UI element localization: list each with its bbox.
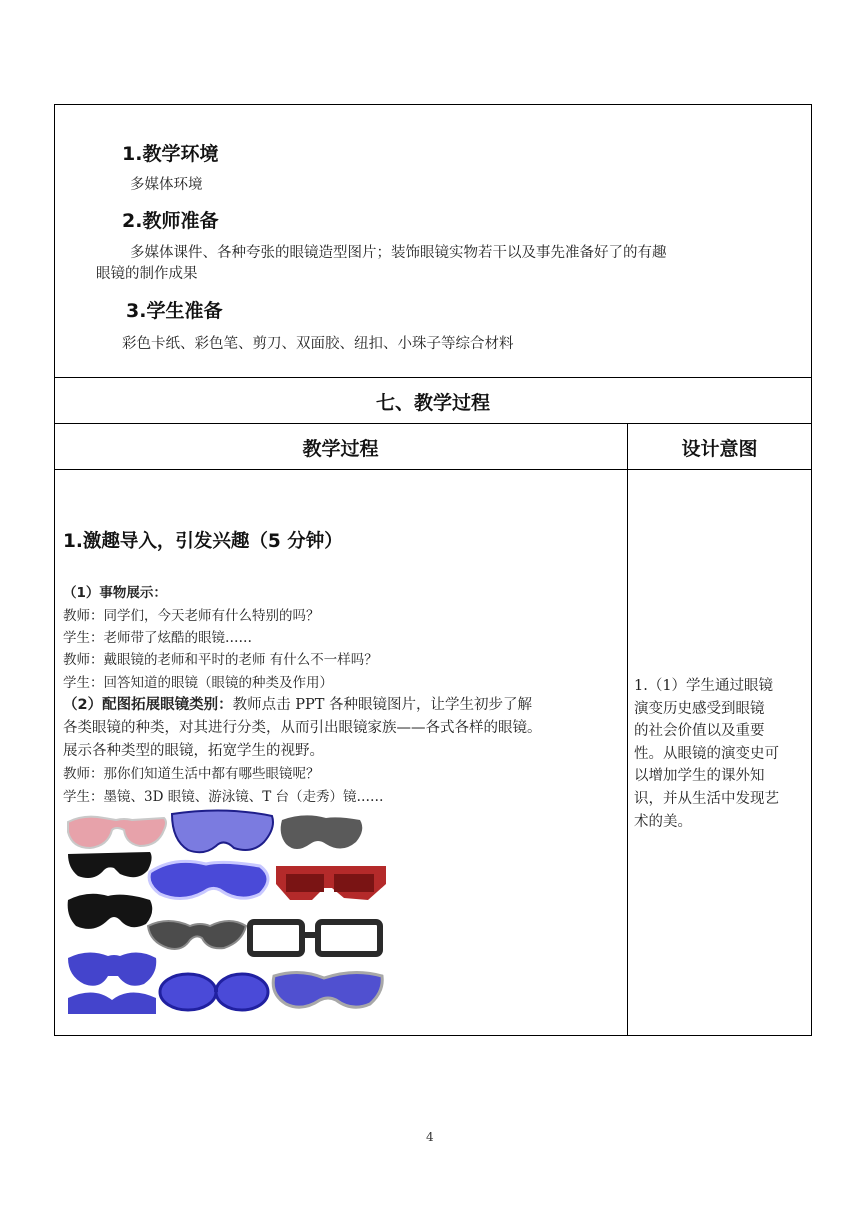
student-heading: 3.学生准备 [126,300,223,322]
lesson-subheading [63,582,167,604]
black-wayfarer-glasses [68,852,152,878]
column-divider [627,423,628,1036]
intent-line: 性。从眼镜的演变史可 [634,745,779,762]
blue-sport-glasses [273,972,382,1007]
intent-line: 术的美。 [634,813,692,830]
intent-line: 1.（1）学生通过眼镜 [634,678,774,694]
dialogue-line: 学生：回答知道的眼镜（眼镜的种类及作用） [63,675,333,691]
sub2-text: 教师点击 PPT 各种眼镜图片，让学生初步了解 [232,697,532,713]
lesson-paragraph: 展示各种类型的眼镜，拓宽学生的视野。 [63,743,324,759]
env-heading: 1.教学环境 [122,143,219,165]
column-header-intent: 设计意图 [681,438,758,460]
sub2-label: （2）配图拓展眼镜类别： [63,697,233,713]
sunglasses-icon [64,808,388,1016]
column-header-process: 教学过程 [302,438,379,460]
gray-round-sunglasses [281,815,363,849]
glasses-collage-image [64,808,388,1016]
section-title: 七、教学过程 [375,392,490,414]
step-title: 1.激趣导入，引发兴趣（5 分钟） [63,531,343,552]
blue-shield-glasses [172,810,273,852]
lesson-paragraph: 各类眼镜的种类，对其进行分类，从而引出眼镜家族——各式各样的眼镜。 [63,720,542,736]
blue-butterfly-glasses [68,952,156,1014]
dialogue-line: 教师：同学们，今天老师有什么特别的吗？ [63,608,320,624]
table-divider [54,423,812,424]
red-square-sunglasses [276,866,386,900]
sub1-label: （1）事物展示： [63,585,167,601]
intent-line: 的社会价值以及重要 [634,723,765,740]
env-text: 多媒体环境 [130,177,203,193]
dialogue-line: 教师：戴眼镜的老师和平时的老师 有什么不一样吗？ [63,652,378,668]
intent-text [634,675,808,833]
teacher-text: 眼镜的制作成果 [96,266,198,282]
table-divider [54,377,812,378]
intent-line: 识，并从生活中发现艺 [634,790,779,807]
gray-cateye-glasses [148,921,246,949]
lesson-paragraph [63,694,532,716]
table-divider [54,469,812,470]
black-frame-eyeglasses [250,922,380,954]
black-aviator-glasses [68,894,153,929]
teacher-text: 多媒体课件、各种夸张的眼镜造型图片；装饰眼镜实物若干以及事先准备好了的有趣 [130,245,667,261]
dialogue-line: 学生：墨镜、3D 眼镜、游泳镜、T 台（走秀）镜…… [63,789,384,805]
pink-aviator-glasses [68,817,166,848]
page-number: 4 [426,1130,434,1144]
blue-round-retro-glasses [160,974,268,1010]
intent-line: 演变历史感受到眼镜 [634,700,765,717]
teacher-heading: 2.教师准备 [122,210,219,232]
dialogue-line: 学生：老师带了炫酷的眼镜…… [63,630,252,646]
student-text: 彩色卡纸、彩色笔、剪刀、双面胶、纽扣、小珠子等综合材料 [122,336,514,352]
dialogue-line: 教师：那你们知道生活中都有哪些眼镜呢？ [63,766,320,782]
intent-line: 以增加学生的课外知 [634,768,765,785]
blue-oval-glasses [149,861,268,898]
